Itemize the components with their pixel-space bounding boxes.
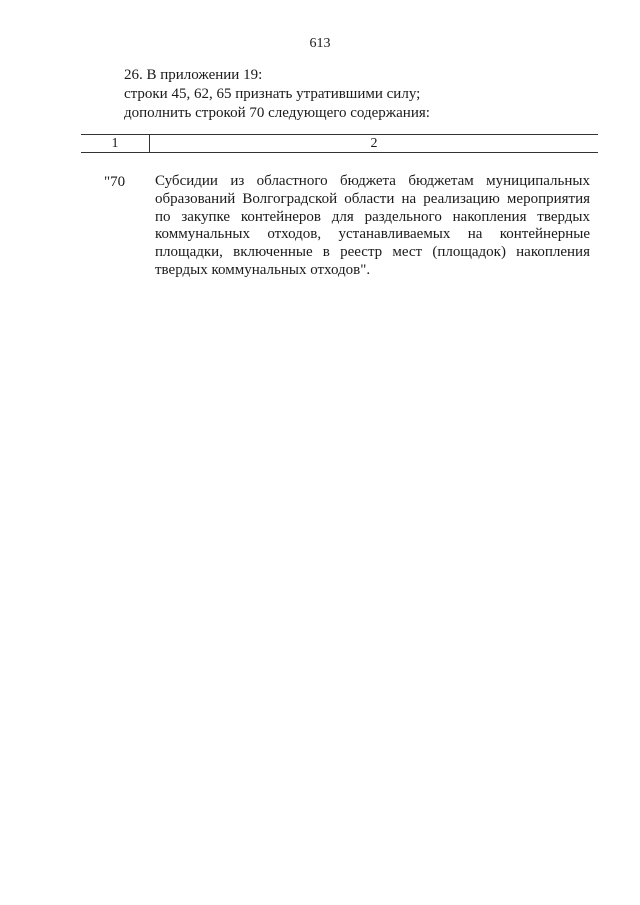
- column-header-2: 2: [370, 136, 378, 151]
- intro-item-heading: 26. В приложении 19:: [124, 67, 263, 83]
- page-number: 613: [309, 36, 331, 51]
- intro-block: [124, 66, 430, 123]
- column-header-table: [81, 134, 598, 153]
- row-number: "70: [104, 174, 126, 190]
- column-header-1: 1: [111, 136, 119, 151]
- intro-add-row: дополнить строкой 70 следующего содержания:: [124, 105, 430, 121]
- intro-rows-invalidated: строки 45, 62, 65 признать утратившими силу;: [124, 86, 421, 102]
- row-text: Субсидии из областного бюджета бюджетам муниципальных образований Волгоградской области на реализацию мероприятия по закупке контейнеров для раздельного накопления твердых коммунальных отходов, устанавливаемых на контейнерные площадки, включенные в реестр мест (площадок) накопления твердых коммунальных отходов".: [155, 173, 590, 278]
